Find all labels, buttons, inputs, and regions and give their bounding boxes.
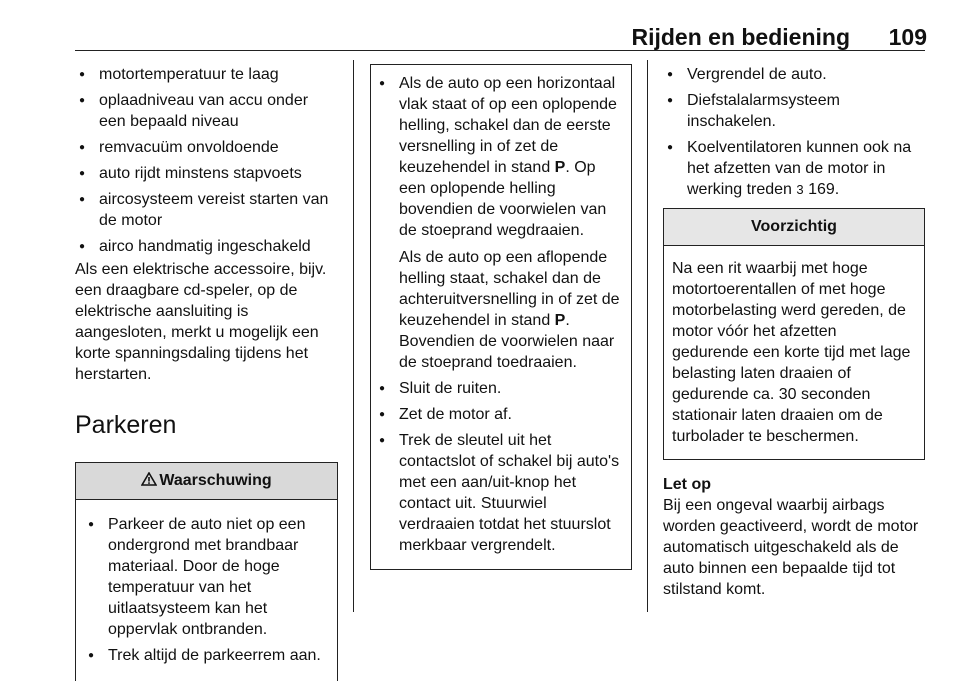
text-span: Als de auto op een horizontaal vlak staat of op een oplopende helling, schakel dan de eerste versnelling in of zet de keuzehendel in stand [399, 75, 617, 176]
gear-position: P [554, 312, 566, 329]
list-item [75, 64, 338, 85]
list-item [75, 90, 338, 132]
warning-title: Waarschuwing [159, 472, 272, 489]
page-number: 109 [888, 24, 927, 50]
list-item-text: Koelventilatoren kunnen ook na het afzetten van de motor in werking treden [687, 139, 912, 198]
parking-steps-list [375, 73, 625, 556]
list-item-text: Diefstalalarmsysteem inschakelen. [687, 92, 840, 130]
list-item [75, 163, 338, 184]
list-item [75, 189, 338, 231]
list-item-subtext [399, 247, 625, 373]
list-item-text: aircosysteem vereist starten van de motor [99, 191, 329, 229]
list-item [375, 73, 625, 373]
list-item-text: Sluit de ruiten. [399, 380, 502, 397]
page-ref-arrow-icon: 3 [796, 182, 804, 197]
list-item-text: auto rijdt minstens stapvoets [99, 165, 302, 182]
section-heading: Parkeren [75, 411, 177, 439]
list-item [75, 137, 338, 158]
text-span: . Op een oplopende helling bovendien de voorwielen van de stoeprand wegdraaien. [399, 159, 607, 239]
column-1 [75, 64, 338, 681]
column-2 [370, 64, 632, 570]
parking-steps-box [370, 64, 632, 570]
list-item [663, 137, 925, 200]
list-item [84, 645, 329, 666]
warning-body [76, 500, 337, 681]
list-item-text: motortemperatuur te laag [99, 66, 279, 83]
column-3 [663, 64, 925, 600]
note-label: Let op [663, 476, 711, 493]
list-item-text: Parkeer de auto niet op een ondergrond met brandbaar materiaal. Door de hoge temperatuur van het uitlaatsysteem kan het oppervlak ontbranden. [108, 516, 306, 638]
list-item [375, 378, 625, 399]
accessory-paragraph: Als een elektrische accessoire, bijv. een draagbare cd-speler, op de elektrische aansluiting is aangesloten, merkt u mogelijk een korte spanningsdaling tijdens het herstarten. [75, 261, 327, 383]
list-item-text: oplaadniveau van accu onder een bepaald niveau [99, 92, 309, 130]
header-rule [75, 50, 925, 51]
list-item-text: Trek de sleutel uit het contactslot of schakel bij auto's met een aan/uit-knop het contact uit. Stuurwiel verdraaien totdat het stuurslot merkbaar vergrendelt. [399, 432, 620, 554]
list-item [84, 514, 329, 640]
caution-text: Na een rit waarbij met hoge motortoerentallen of met hoge motorbelasting werd gereden, de motor vóór het afzetten gedurende een korte tijd met lage belasting laten draaien of gedurende ca. 30 seconden stationair laten draaien om de turbolader te beschermen. [672, 260, 911, 445]
list-item [663, 64, 925, 85]
list-item [663, 90, 925, 132]
conditions-list [75, 64, 338, 257]
warning-box [75, 462, 338, 681]
caution-box [663, 208, 925, 460]
column-divider-2 [647, 60, 648, 612]
list-item-text: remvacuüm onvoldoende [99, 139, 279, 156]
page-header [0, 0, 960, 50]
column-divider-1 [353, 60, 354, 612]
warning-title-bar [76, 463, 337, 500]
gear-position: P [554, 159, 566, 176]
note-text: Bij een ongeval waarbij airbags worden geactiveerd, wordt de motor automatisch uitgeschakeld als de auto binnen een bepaalde tijd tot stilstand komt. [663, 497, 919, 598]
list-item-text [399, 73, 625, 241]
list-item [75, 236, 338, 257]
list-item [375, 430, 625, 556]
list-item [375, 404, 625, 425]
page-reference[interactable]: 169. [803, 181, 840, 198]
list-item-text: Vergrendel de auto. [687, 66, 827, 83]
list-item-text: Zet de motor af. [399, 406, 512, 423]
warning-list [84, 514, 329, 666]
text-span: . Bovendien de voorwielen naar de stoeprand toedraaien. [399, 312, 615, 371]
list-item-text: airco handmatig ingeschakeld [99, 238, 311, 255]
warning-triangle-icon [141, 472, 157, 486]
final-steps-list [663, 64, 925, 200]
section-title: Rijden en bediening [631, 24, 850, 50]
caution-title: Voorzichtig [664, 209, 924, 246]
text-span: Als de auto op een aflopende helling staat, schakel dan de achteruitversnelling in of zet de keuzehendel in stand [399, 249, 620, 329]
list-item-text: Trek altijd de parkeerrem aan. [108, 647, 321, 664]
